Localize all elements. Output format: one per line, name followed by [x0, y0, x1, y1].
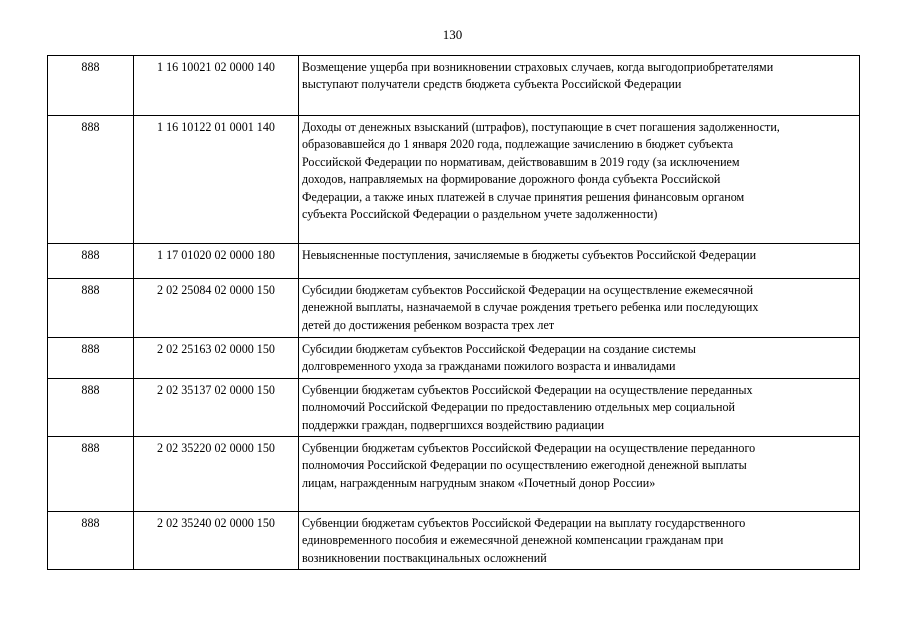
description-line: образовавшейся до 1 января 2020 года, подлежащие зачислению в бюджет субъекта	[302, 137, 734, 152]
admin-code-cell: 888	[48, 116, 134, 244]
description-line: детей до достижения ребенком возраста трех лет	[302, 317, 555, 332]
description-line: лицам, награжденным нагрудным знаком «Почетный донор России»	[302, 475, 656, 490]
admin-code-cell: 888	[48, 512, 134, 570]
admin-code-cell: 888	[48, 378, 134, 436]
description-line: возникновении поствакцинальных осложнений	[302, 550, 547, 565]
description-line: поддержки граждан, подвергшихся воздействию радиации	[302, 417, 605, 432]
admin-code-cell: 888	[48, 279, 134, 338]
description-cell	[299, 116, 860, 244]
budget-code-cell: 2 02 25084 02 0000 150	[134, 279, 299, 338]
description-line: доходов, направляемых на формирование дорожного фонда субъекта Российской	[302, 172, 721, 187]
budget-code-cell: 2 02 35240 02 0000 150	[134, 512, 299, 570]
table-row	[48, 56, 860, 116]
description-line: выступают получатели средств бюджета субъекта Российской Федерации	[302, 77, 682, 92]
table-row	[48, 437, 860, 512]
admin-code-cell: 888	[48, 437, 134, 512]
table-row	[48, 279, 860, 338]
description-cell	[299, 378, 860, 436]
description-line: Российской Федерации по нормативам, действовавшим в 2019 году (за исключением	[302, 154, 740, 169]
description-line: Субсидии бюджетам субъектов Российской Федерации на осуществление ежемесячной	[302, 283, 754, 297]
description-line: Субвенции бюджетам субъектов Российской Федерации на осуществление переданных	[302, 382, 753, 397]
admin-code-cell: 888	[48, 56, 134, 116]
budget-code-cell: 1 17 01020 02 0000 180	[134, 244, 299, 279]
table-row	[48, 512, 860, 570]
description-line: Субвенции бюджетам субъектов Российской Федерации на выплату государственного	[302, 516, 746, 531]
description-cell	[299, 56, 860, 116]
budget-code-cell: 2 02 25163 02 0000 150	[134, 338, 299, 379]
admin-code-cell: 888	[48, 244, 134, 279]
description-line: Доходы от денежных взысканий (штрафов), поступающие в счет погашения задолженности,	[302, 120, 780, 134]
description-line: Федерации, а также иных платежей в случае принятия решения финансовым органом	[302, 189, 745, 204]
table-row	[48, 378, 860, 436]
description-line: денежной выплаты, назначаемой в случае рождения третьего ребенка или последующих	[302, 300, 759, 315]
table-row	[48, 116, 860, 244]
page-number: 130	[442, 27, 463, 42]
budget-code-cell: 2 02 35137 02 0000 150	[134, 378, 299, 436]
description-line: Субсидии бюджетам субъектов Российской Федерации на создание системы	[302, 342, 696, 356]
description-cell	[299, 244, 860, 279]
description-line: Невыясненные поступления, зачисляемые в бюджеты субъектов Российской Федерации	[302, 248, 757, 262]
description-line: субъекта Российской Федерации о раздельном учете задолженности)	[302, 207, 658, 222]
admin-code-cell: 888	[48, 338, 134, 379]
description-cell	[299, 437, 860, 512]
budget-code-cell: 2 02 35220 02 0000 150	[134, 437, 299, 512]
description-line: полномочий Российской Федерации по предоставлению отдельных мер социальной	[302, 400, 735, 415]
table-row	[48, 338, 860, 379]
description-cell	[299, 279, 860, 338]
budget-classification-table	[47, 55, 860, 570]
budget-code-cell: 1 16 10122 01 0001 140	[134, 116, 299, 244]
table-row	[48, 244, 860, 279]
description-line: долговременного ухода за гражданами пожилого возраста и инвалидами	[302, 359, 676, 374]
description-line: полномочия Российской Федерации по осуществлению ежегодной денежной выплаты	[302, 458, 747, 473]
description-cell	[299, 512, 860, 570]
description-cell	[299, 338, 860, 379]
description-line: Субвенции бюджетам субъектов Российской Федерации на осуществление переданного	[302, 441, 756, 456]
budget-code-cell: 1 16 10021 02 0000 140	[134, 56, 299, 116]
description-line: единовременного пособия и ежемесячной денежной компенсации гражданам при	[302, 533, 724, 548]
description-line: Возмещение ущерба при возникновении страховых случаев, когда выгодоприобретателями	[302, 60, 774, 74]
